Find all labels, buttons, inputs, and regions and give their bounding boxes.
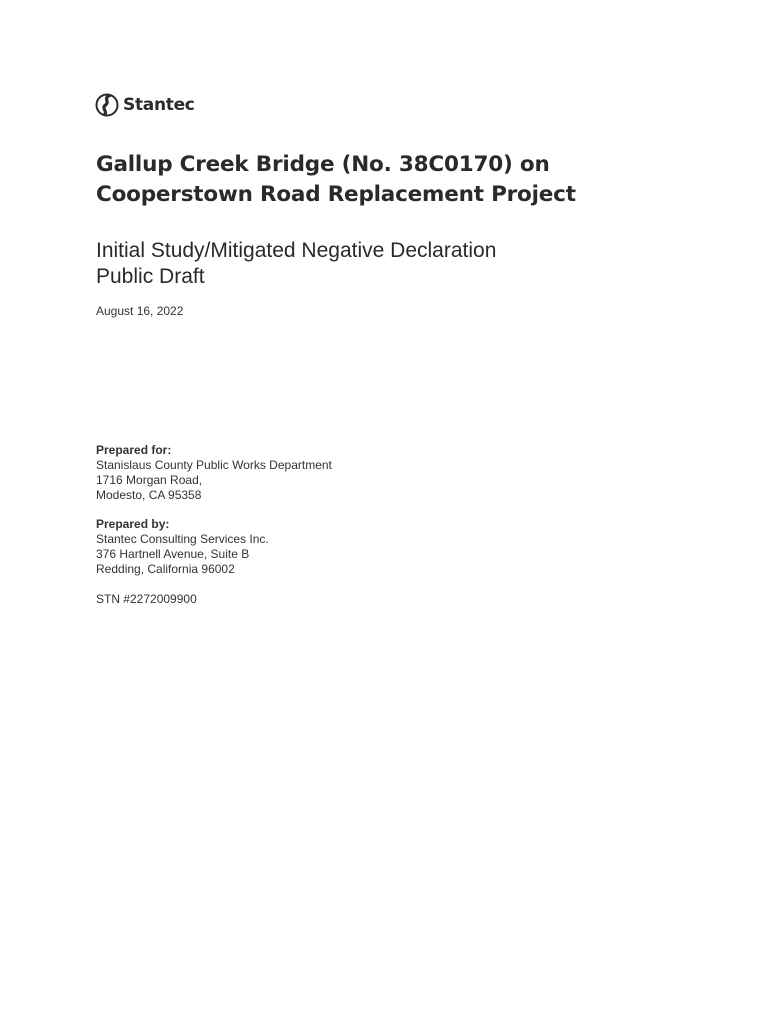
- subtitle-line-2: Public Draft: [96, 265, 205, 288]
- prepared-for-line: Stanislaus County Public Works Department: [96, 458, 332, 472]
- prepared-by-line: Stantec Consulting Services Inc.: [96, 532, 269, 546]
- prepared-for-line: Modesto, CA 95358: [96, 488, 202, 502]
- logo-text: Stantec: [123, 95, 195, 115]
- prepared-for-heading: Prepared for:: [96, 443, 172, 457]
- prepared-by-line: 376 Hartnell Avenue, Suite B: [96, 547, 250, 561]
- title-line-1: Gallup Creek Bridge (No. 38C0170) on: [96, 152, 550, 177]
- prepared-by-block: [96, 517, 269, 577]
- stn-number: STN #2272009900: [96, 592, 197, 606]
- stantec-logo-icon: [95, 92, 119, 118]
- subtitle-line-1: Initial Study/Mitigated Negative Declaration: [96, 239, 497, 262]
- title-line-2: Cooperstown Road Replacement Project: [96, 182, 576, 207]
- prepared-by-line: Redding, California 96002: [96, 562, 235, 576]
- document-title: [96, 150, 696, 210]
- company-logo: [95, 92, 195, 118]
- prepared-for-block: [96, 443, 332, 503]
- prepared-for-line: 1716 Morgan Road,: [96, 473, 203, 487]
- document-date: August 16, 2022: [96, 304, 184, 318]
- prepared-by-heading: Prepared by:: [96, 517, 170, 531]
- document-subtitle: [96, 238, 696, 290]
